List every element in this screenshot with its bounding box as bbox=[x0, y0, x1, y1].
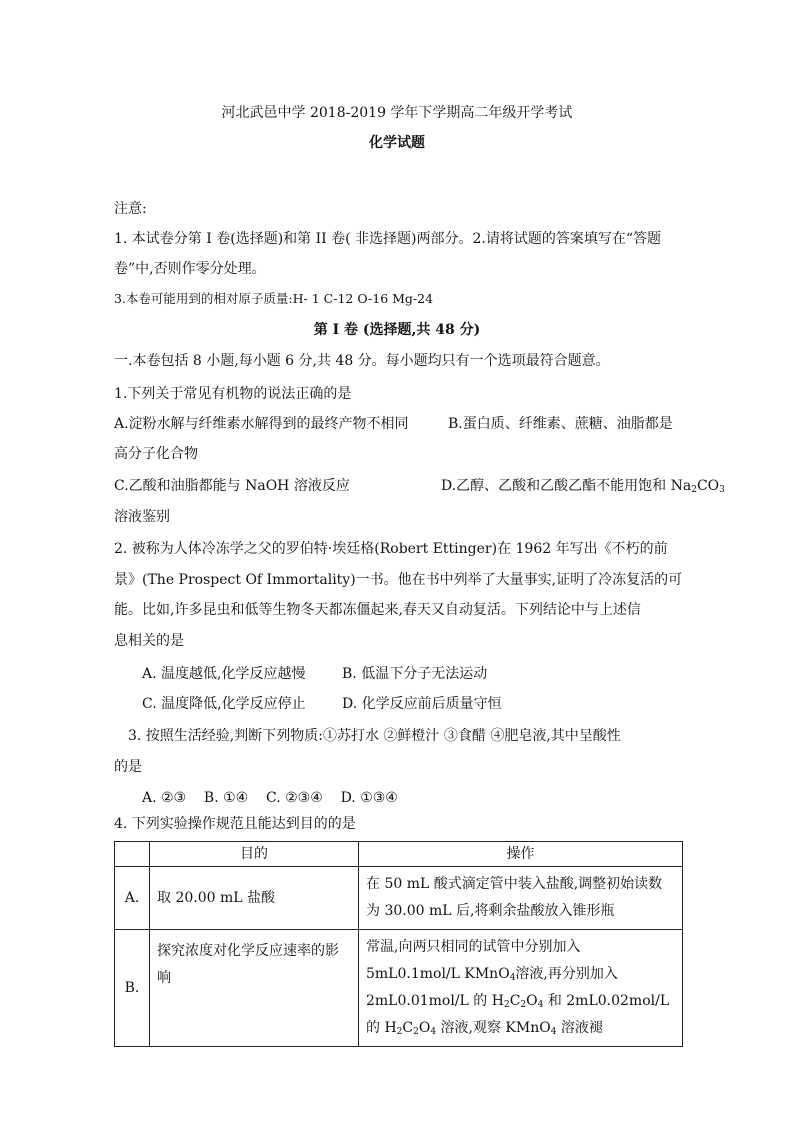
notice-heading: 注意: bbox=[114, 201, 147, 217]
q1-option-a: A.淀粉水解与纤维素水解得到的最终产物不相同 bbox=[114, 416, 409, 432]
row-b-goal: 探究浓度对化学反应速率的影响 bbox=[150, 930, 359, 1047]
row-a-goal: 取 20.00 mL 盐酸 bbox=[150, 867, 359, 930]
row-b-label: B. bbox=[115, 930, 150, 1047]
q3-line-2: 的是 bbox=[114, 759, 142, 775]
table-header-operation: 操作 bbox=[359, 842, 683, 867]
subject-title: 化学试题 bbox=[369, 135, 425, 151]
table-header-goal: 目的 bbox=[150, 842, 359, 867]
exam-title: 河北武邑中学 2018-2019 学年下学期高二年级开学考试 bbox=[221, 105, 573, 121]
table-header-row bbox=[115, 842, 683, 867]
experiment-table bbox=[114, 841, 683, 1047]
section-title: 第 I 卷 (选择题,共 48 分) bbox=[313, 322, 481, 338]
q2-option-b: B. 低温下分子无法运动 bbox=[342, 666, 488, 682]
row-a-operation: 在 50 mL 酸式滴定管中装入盐酸,调整初始读数为 30.00 mL 后,将剩余盐酸放入锥形瓶 bbox=[359, 867, 683, 930]
q2-line-4: 息相关的是 bbox=[114, 633, 184, 649]
q1-option-d: D.乙醇、乙酸和乙酸乙酯不能用饱和 $Na_2CO_3$ bbox=[441, 478, 725, 495]
notice-line-1: 1. 本试卷分第 I 卷(选择题)和第 II 卷( 非选择题)两部分。2.请将试题的答案填写在“答题 bbox=[114, 231, 662, 247]
section-instruction: 一.本卷包括 8 小题,每小题 6 分,共 48 分。每小题均只有一个选项最符合题意。 bbox=[114, 353, 610, 369]
q4-stem: 4. 下列实验操作规范且能达到目的的是 bbox=[114, 816, 356, 832]
q1-stem: 1.下列关于常见有机物的说法正确的是 bbox=[114, 386, 352, 402]
notice-line-3: 3.本卷可能用到的相对原子质量:H- 1 C-12 O-16 Mg-24 bbox=[114, 291, 434, 306]
q2-line-3: 能。比如,许多昆虫和低等生物冬天都冻僵起来,春天又自动复活。下列结论中与上述信 bbox=[114, 602, 641, 618]
q1-option-b: B.蛋白质、纤维素、蔗糖、油脂都是 bbox=[448, 416, 673, 432]
row-a-label: A. bbox=[115, 867, 150, 930]
table-row bbox=[115, 930, 683, 1047]
q2-option-a: A. 温度越低,化学反应越慢 bbox=[142, 666, 306, 682]
q3-options: A. ②③ B. ①④ C. ②③④ D. ①③④ bbox=[142, 790, 398, 806]
q2-option-c: C. 温度降低,化学反应停止 bbox=[142, 696, 306, 712]
q3-line-1: 3. 按照生活经验,判断下列物质:①苏打水 ②鲜橙汁 ③食醋 ④肥皂液,其中呈酸性 bbox=[128, 728, 621, 744]
row-b-operation: 常温,向两只相同的试管中分别加入 5mL0.1mol/L KMnO$_4$溶液,再分别加入 2mL0.01mol/L 的 $H_2C_2O_4$ 和 2mL0.02mol/L 的 $H_2C_2O_4$ 溶液,观察 KMnO$_4$ 溶液褪 bbox=[359, 930, 683, 1047]
notice-line-2: 卷”中,否则作零分处理。 bbox=[114, 261, 266, 277]
q1-option-b-continued: 高分子化合物 bbox=[114, 446, 198, 462]
q2-line-1: 2. 被称为人体冷冻学之父的罗伯特·埃廷格(Robert Ettinger)在 1962 年写出《不朽的前 bbox=[114, 541, 668, 557]
q1-option-d-continued: 溶液鉴别 bbox=[114, 509, 170, 525]
q2-option-d: D. 化学反应前后质量守恒 bbox=[342, 696, 502, 712]
q2-line-2: 景》(The Prospect Of Immortality)一书。他在书中列举了大量事实,证明了冷冻复活的可 bbox=[114, 572, 683, 588]
table-row bbox=[115, 867, 683, 930]
q1-option-c: C.乙酸和油脂都能与 NaOH 溶液反应 bbox=[114, 478, 350, 494]
table-header-empty bbox=[115, 842, 150, 867]
